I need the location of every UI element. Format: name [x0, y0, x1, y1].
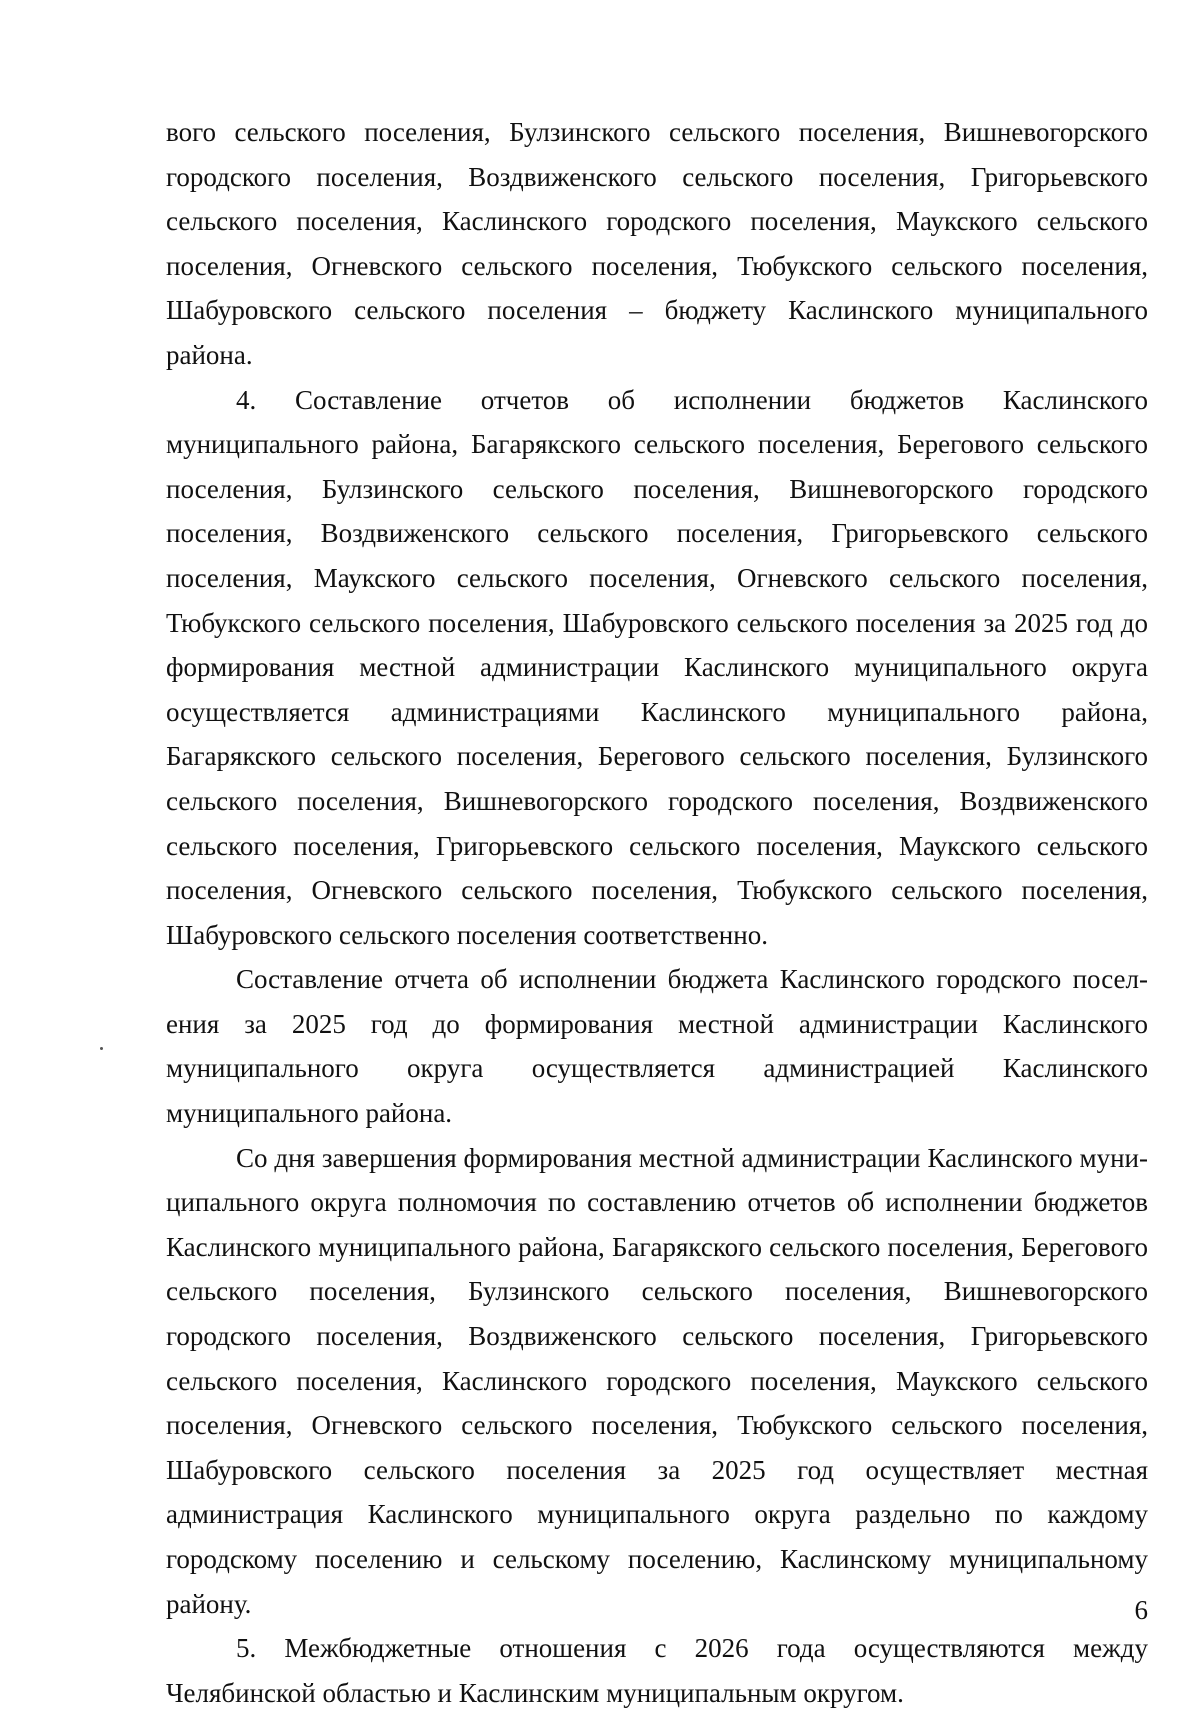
paragraph-continuation: вого сельского поселения, Булзинского сельского поселения, Вишневогорского городского поселения, Воздвиженского сельского поселения, Григорьевского сельского поселения, Каслинского городского поселения, Маукского сельского поселения, Огневского сельского поселения, Тюбукского сельского поселения, Шабуровского сельского поселения – бюджету Каслинского муниципального района. [166, 117, 1148, 370]
paragraph-kasli-town-report: Составление отчета об исполнении бюджета Каслинского городского поселения за 2025 год до формирования местной администрации Каслинского муниципального округа осуществляется администрацией Каслинского муниципального района. [166, 964, 1148, 1129]
page-number: 6 [1134, 1595, 1148, 1625]
document-body [166, 110, 1148, 1715]
scan-speck [100, 1047, 103, 1050]
paragraph-item-5: 5. Межбюджетные отношения с 2026 года осуществляются между Челябинской областью и Каслинским муниципальным округом. [166, 1633, 1148, 1708]
paragraph-authority-transfer: Со дня завершения формирования местной администрации Каслинского муниципального округа полномочия по составлению отчетов об исполнении бюджетов Каслинского муниципального района, Багарякского сельского поселения, Берегового сельского поселения, Булзинского сельского поселения, Вишневогорского городского поселения, Воздвиженского сельского поселения, Григорьевского сельского поселения, Каслинского городского поселения, Маукского сельского поселения, Огневского сельского поселения, Тюбукского сельского поселения, Шабуровского сельского поселения за 2025 год осуществляет местная администрация Каслинского муниципального округа раздельно по каждому городскому поселению и сельскому поселению, Каслинскому муниципальному району. [166, 1142, 1148, 1619]
paragraph-item-4: 4. Составление отчетов об исполнении бюджетов Каслинского муниципального района, Багарякского сельского поселения, Берегового сельского поселения, Булзинского сельского поселения, Вишневогорского городского поселения, Воздвиженского сельского поселения, Григорьевского сельского поселения, Маукского сельского поселения, Огневского сельского поселения, Тюбукского сельского поселения, Шабуровского сельского поселения за 2025 год до формирования местной администрации Каслинского муниципального округа осуществляется администрациями Каслинского муниципального района, Багарякского сельского поселения, Берегового сельского поселения, Булзинского сельского поселения, Вишневогорского городского поселения, Воздвиженского сельского поселения, Григорьевского сельского поселения, Маукского сельского поселения, Огневского сельского поселения, Тюбукского сельского поселения, Шабуровского сельского поселения соответственно. [166, 384, 1148, 950]
